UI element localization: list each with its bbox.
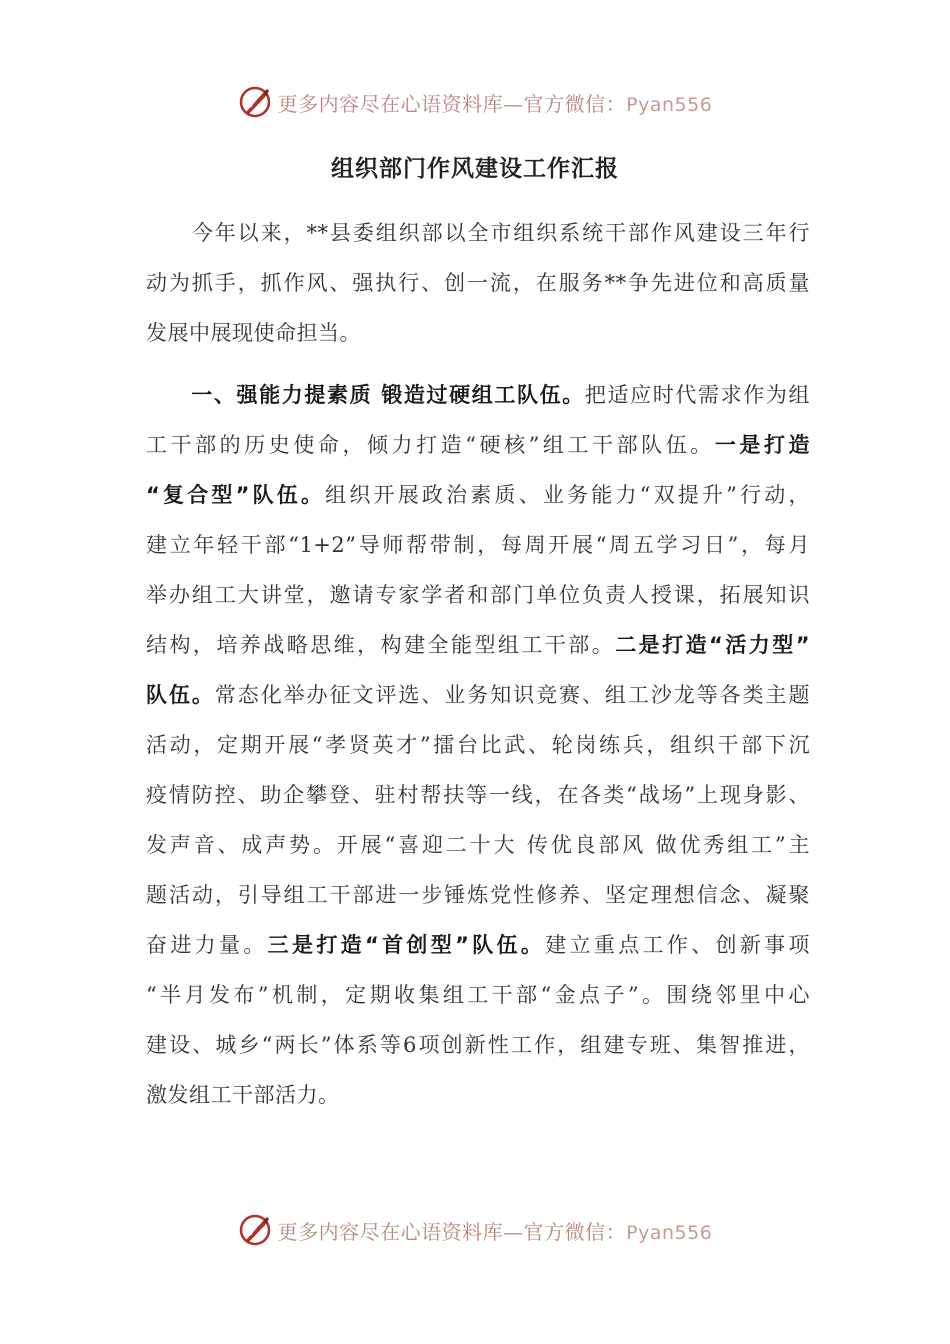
- bold-run: “复合型”队伍。: [146, 483, 326, 507]
- paragraph-line: “半月发布”机制，定期收集组工干部“金点子”。围绕邻里中心: [146, 983, 810, 1007]
- text-run: 工干部的历史使命，倾力打造“硬核”组工干部队伍。: [146, 433, 715, 457]
- paragraph-line: 举办组工大讲堂，邀请专家学者和部门单位负责人授课，拓展知识: [146, 583, 810, 607]
- paragraph-line: [146, 620, 810, 670]
- text-run: 建立重点工作、创新事项: [545, 933, 811, 957]
- banner-label: 更多内容尽在心语资料库—官方微信：: [277, 91, 627, 116]
- banner-text: [278, 1216, 713, 1245]
- paragraph-line: 题活动，引导组工干部进一步锤炼党性修养、坚定理想信念、凝聚: [146, 883, 810, 907]
- bold-run: 队伍。: [146, 683, 215, 707]
- pen-in-circle-logo-icon: [238, 85, 272, 119]
- text-run: 结构，培养战略思维，构建全能型组工干部。: [146, 633, 616, 657]
- pen-in-circle-logo-icon: [238, 1213, 272, 1247]
- section-heading: 一、强能力提素质 锻造过硬组工队伍。: [146, 383, 585, 407]
- paragraph-line: 活动，定期开展“孝贤英才”擂台比武、轮岗练兵，组织干部下沉: [146, 733, 810, 757]
- paragraph-line: 今年以来，**县委组织部以全市组织系统干部作风建设三年行: [146, 221, 810, 245]
- paragraph-line: [146, 420, 810, 470]
- banner-text: [278, 88, 713, 117]
- banner-label: 更多内容尽在心语资料库—官方微信：: [277, 1219, 627, 1244]
- intro-paragraph: [146, 208, 810, 358]
- paragraph-line: 发声音、成声势。开展“喜迎二十大 传优良部风 做优秀组工”主: [146, 833, 810, 857]
- text-run: 把适应时代需求作为组: [584, 383, 811, 407]
- paragraph-line: 建立年轻干部“1+2”导师帮带制，每周开展“周五学习日”，每月: [146, 533, 810, 557]
- bold-run: 三是打造“首创型”队伍。: [267, 933, 546, 957]
- paragraph-line: 疫情防控、助企攀登、驻村帮扶等一线，在各类“战场”上现身影、: [146, 783, 810, 807]
- bold-run: 二是打造“活力型”: [615, 633, 811, 657]
- bold-run: 一是打造: [714, 433, 810, 457]
- wechat-id: Pyan556: [626, 93, 713, 116]
- wechat-id: Pyan556: [626, 1221, 713, 1244]
- section-one-paragraph: [146, 370, 810, 1120]
- paragraph-line: 建设、城乡“两长”体系等6项创新性工作，组建专班、集智推进，: [146, 1033, 810, 1057]
- document-title: 组织部门作风建设工作汇报: [331, 156, 619, 182]
- footer-banner: [0, 1210, 950, 1250]
- text-run: 常态化举办征文评选、业务知识竞赛、组工沙龙等各类主题: [214, 683, 811, 707]
- text-run: 奋进力量。: [146, 933, 268, 957]
- paragraph-line: [146, 670, 810, 720]
- paragraph-line: 激发组工干部活力。: [146, 1083, 340, 1107]
- paragraph-line: [146, 370, 810, 420]
- paragraph-line: 动为抓手，抓作风、强执行、创一流，在服务**争先进位和高质量: [146, 271, 810, 295]
- paragraph-line: 发展中展现使命担当。: [146, 321, 361, 345]
- header-banner: [0, 82, 950, 122]
- text-run: 组织开展政治素质、业务能力“双提升”行动，: [325, 483, 810, 507]
- paragraph-line: [146, 920, 810, 970]
- paragraph-line: [146, 470, 810, 520]
